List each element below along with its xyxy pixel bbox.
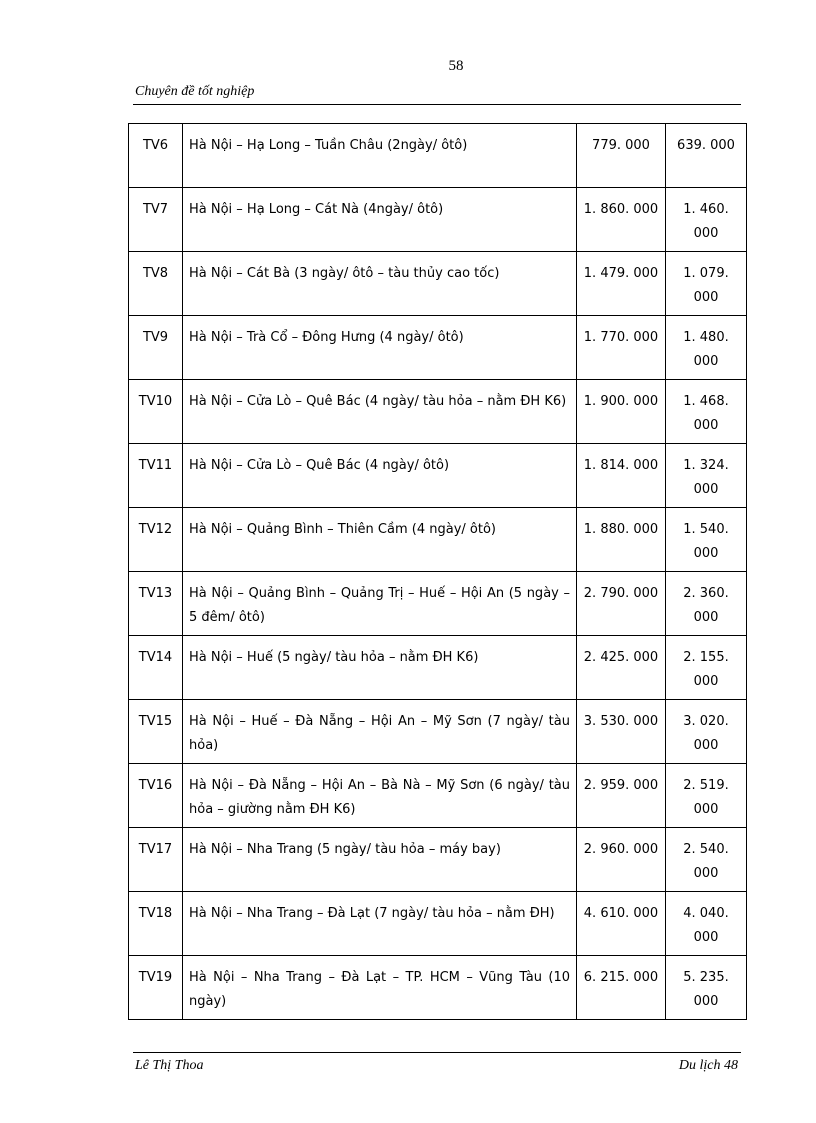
tour-price: 2. 519. 000 — [666, 764, 747, 828]
tour-route: Hà Nội – Nha Trang – Đà Lạt – TP. HCM – Vũng Tàu (10 ngày) — [183, 956, 577, 1020]
tour-price: 2. 960. 000 — [577, 828, 666, 892]
tour-route: Hà Nội – Hạ Long – Cát Nà (4ngày/ ôtô) — [183, 188, 577, 252]
tour-price: 3. 020. 000 — [666, 700, 747, 764]
tour-route: Hà Nội – Hạ Long – Tuần Châu (2ngày/ ôtô) — [183, 124, 577, 188]
tour-price-table — [128, 123, 747, 1020]
tour-route: Hà Nội – Cửa Lò – Quê Bác (4 ngày/ ôtô) — [183, 444, 577, 508]
tour-price: 1. 540. 000 — [666, 508, 747, 572]
tour-price: 1. 324. 000 — [666, 444, 747, 508]
tour-price: 1. 880. 000 — [577, 508, 666, 572]
table-row — [129, 892, 747, 956]
tour-price: 1. 814. 000 — [577, 444, 666, 508]
tour-code: TV10 — [129, 380, 183, 444]
tour-price: 2. 360. 000 — [666, 572, 747, 636]
footer-author: Lê Thị Thoa — [135, 1058, 204, 1073]
tour-price: 2. 959. 000 — [577, 764, 666, 828]
tour-price: 2. 425. 000 — [577, 636, 666, 700]
table-row — [129, 316, 747, 380]
tour-route: Hà Nội – Quảng Bình – Thiên Cầm (4 ngày/ ôtô) — [183, 508, 577, 572]
table-row — [129, 380, 747, 444]
table-row — [129, 956, 747, 1020]
tour-route: Hà Nội – Cát Bà (3 ngày/ ôtô – tàu thủy cao tốc) — [183, 252, 577, 316]
table-row — [129, 252, 747, 316]
tour-code: TV18 — [129, 892, 183, 956]
tour-price: 2. 155. 000 — [666, 636, 747, 700]
tour-price: 1. 460. 000 — [666, 188, 747, 252]
tour-price: 1. 770. 000 — [577, 316, 666, 380]
tour-route: Hà Nội – Trà Cổ – Đông Hưng (4 ngày/ ôtô) — [183, 316, 577, 380]
page-number: 58 — [448, 58, 464, 74]
table-row — [129, 764, 747, 828]
table-row — [129, 700, 747, 764]
tour-route: Hà Nội – Đà Nẵng – Hội An – Bà Nà – Mỹ Sơn (6 ngày/ tàu hỏa – giường nằm ĐH K6) — [183, 764, 577, 828]
tour-route: Hà Nội – Huế (5 ngày/ tàu hỏa – nằm ĐH K6) — [183, 636, 577, 700]
tour-price: 2. 790. 000 — [577, 572, 666, 636]
tour-code: TV6 — [129, 124, 183, 188]
tour-price: 639. 000 — [666, 124, 747, 188]
tour-code: TV17 — [129, 828, 183, 892]
table-row — [129, 828, 747, 892]
tour-route: Hà Nội – Nha Trang (5 ngày/ tàu hỏa – máy bay) — [183, 828, 577, 892]
tour-price: 3. 530. 000 — [577, 700, 666, 764]
tour-price: 1. 860. 000 — [577, 188, 666, 252]
tour-code: TV8 — [129, 252, 183, 316]
footer-divider — [133, 1052, 741, 1053]
table-row — [129, 572, 747, 636]
tour-code: TV15 — [129, 700, 183, 764]
table-row — [129, 124, 747, 188]
tour-code: TV11 — [129, 444, 183, 508]
tour-route: Hà Nội – Nha Trang – Đà Lạt (7 ngày/ tàu hỏa – nằm ĐH) — [183, 892, 577, 956]
tour-route: Hà Nội – Cửa Lò – Quê Bác (4 ngày/ tàu hỏa – nằm ĐH K6) — [183, 380, 577, 444]
tour-code: TV13 — [129, 572, 183, 636]
header-divider — [133, 104, 741, 105]
tour-price: 5. 235. 000 — [666, 956, 747, 1020]
tour-route: Hà Nội – Quảng Bình – Quảng Trị – Huế – Hội An (5 ngày – 5 đêm/ ôtô) — [183, 572, 577, 636]
tour-route: Hà Nội – Huế – Đà Nẵng – Hội An – Mỹ Sơn (7 ngày/ tàu hỏa) — [183, 700, 577, 764]
tour-code: TV9 — [129, 316, 183, 380]
table-row — [129, 188, 747, 252]
tour-price: 2. 540. 000 — [666, 828, 747, 892]
footer-course: Du lịch 48 — [678, 1058, 738, 1073]
tour-code: TV14 — [129, 636, 183, 700]
tour-price: 1. 479. 000 — [577, 252, 666, 316]
tour-price: 6. 215. 000 — [577, 956, 666, 1020]
tour-price: 779. 000 — [577, 124, 666, 188]
header-title: Chuyên đề tốt nghiệp — [135, 84, 255, 99]
tour-price: 1. 079. 000 — [666, 252, 747, 316]
table-row — [129, 636, 747, 700]
tour-price: 1. 900. 000 — [577, 380, 666, 444]
tour-code: TV7 — [129, 188, 183, 252]
tour-code: TV12 — [129, 508, 183, 572]
tour-price: 4. 610. 000 — [577, 892, 666, 956]
table-row — [129, 508, 747, 572]
tour-price: 4. 040. 000 — [666, 892, 747, 956]
tour-price: 1. 480. 000 — [666, 316, 747, 380]
tour-price: 1. 468. 000 — [666, 380, 747, 444]
tour-code: TV19 — [129, 956, 183, 1020]
table-row — [129, 444, 747, 508]
tour-code: TV16 — [129, 764, 183, 828]
